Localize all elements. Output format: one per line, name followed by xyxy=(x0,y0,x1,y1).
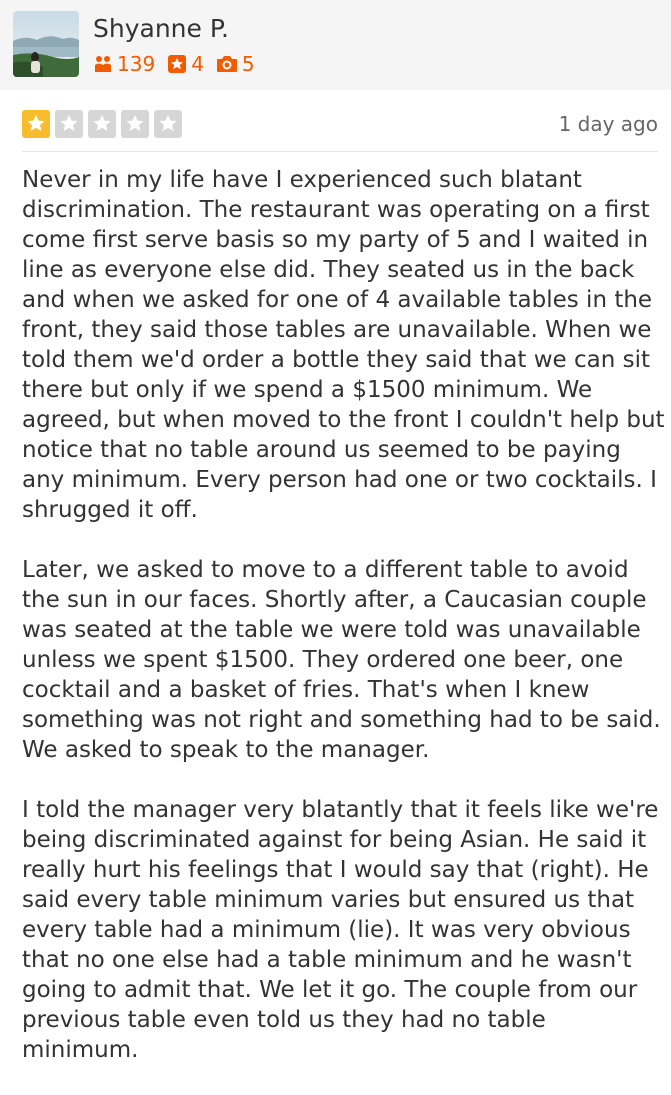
rating-row xyxy=(22,110,658,142)
friends-stat xyxy=(93,52,155,76)
reviews-count: 4 xyxy=(191,52,204,76)
star-rating xyxy=(22,110,187,138)
reviews-stat xyxy=(167,52,204,76)
avatar-photo xyxy=(13,11,79,77)
review-paragraph: I told the manager very blatantly that it feels like we're being discriminated against for being Asian. He said it really hurt his feelings that I would say that (right). He said every table minimum varies but ensured us that every table had a minimum (lie). It was very obvious that no one else had a table minimum and he wasn't going to admit that. We let it go. The couple from our previous table even told us they had no table minimum. xyxy=(22,797,659,1063)
photos-count: 5 xyxy=(241,52,255,76)
star-empty-icon xyxy=(121,110,149,138)
friends-count: 139 xyxy=(117,52,156,76)
divider xyxy=(22,151,658,152)
reviewer-name[interactable]: Shyanne P. xyxy=(93,14,229,43)
reviewer-stats xyxy=(93,51,267,77)
user-avatar[interactable] xyxy=(13,11,79,77)
review-date: 1 day ago xyxy=(558,112,658,136)
reviewer-header xyxy=(0,0,671,90)
star-empty-icon xyxy=(55,110,83,138)
review-paragraph: Never in my life have I experienced such blatant discrimination. The restaurant was operating on a first come first serve basis so my party of 5 and I waited in line as everyone else did. They seated us in the back and when we asked for one of 4 available tables in the front, they said those tables are unavailable. When we told them we'd order a bottle they said that we can sit there but only if we spend a $1500 minimum. We agreed, but when moved to the front I couldn't help but notice that no table around us seemed to be paying any minimum. Every person had one or two cocktails. I shrugged it off. xyxy=(22,167,665,523)
review-paragraph: Later, we asked to move to a different table to avoid the sun in our faces. Shortly after, a Caucasian couple was seated at the table we were told was unavailable unless we spent $1500. They ordered one beer, one cocktail and a basket of fries. That's when I knew something was not right and something had to be said. We asked to speak to the manager. xyxy=(22,557,661,763)
review-star-icon xyxy=(167,54,187,74)
star-empty-icon xyxy=(88,110,116,138)
star-filled-icon xyxy=(22,110,50,138)
camera-icon xyxy=(216,54,238,74)
photos-stat xyxy=(216,52,255,76)
review-text xyxy=(22,165,667,1095)
friends-icon xyxy=(93,54,113,74)
star-empty-icon xyxy=(154,110,182,138)
